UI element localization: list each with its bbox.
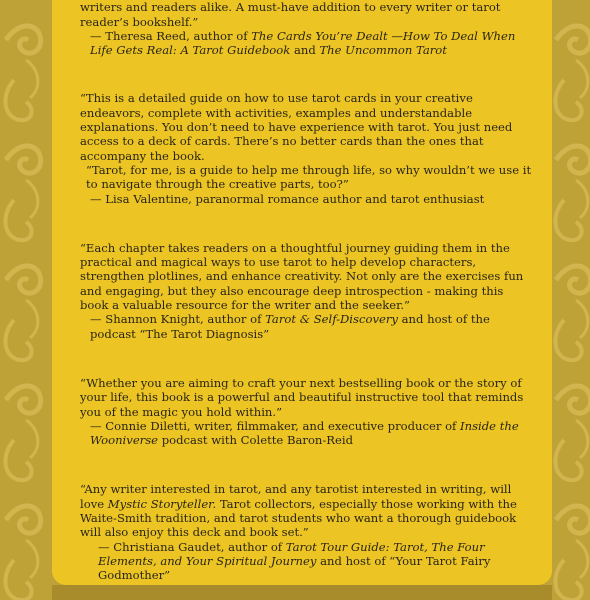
testimonial-2 [80, 91, 532, 205]
testimonial-attribution: — Shannon Knight, author of Tarot & Self-Discovery and host of the podcast “The Tarot Diagnosis” [90, 312, 490, 341]
testimonial-1 [80, 0, 532, 57]
testimonial-5 [80, 482, 532, 582]
panel-bottom-edge [52, 585, 552, 600]
testimonial-3 [80, 241, 532, 341]
testimonial-attribution: — Lisa Valentine, paranormal romance author and tarot enthusiast [90, 191, 485, 206]
testimonials-list [80, 0, 532, 583]
testimonial-attribution: — Christiana Gaudet, author of Tarot Tour Guide: Tarot, The Four Elements, and Your Spiritual Journey and host of “Your Tarot Fairy Godmother” [98, 539, 491, 583]
testimonial-quote: writers and readers alike. A must-have addition to every writer or tarot reader’s bookshelf.” [80, 0, 501, 29]
testimonial-quote: “Any writer interested in tarot, and any tarotist interested in writing, will love Mystic Storyteller. Tarot collectors, especially those working with the Waite-Smith tradition, and tarot students who want a thorough guidebook will also enjoy this deck and book set.” [80, 482, 517, 540]
testimonial-quote: “This is a detailed guide on how to use tarot cards in your creative endeavors, complete with activities, examples and understandable explanations. You don’t need to have experience with tarot. You just need access to a deck of cards. There’s no better cards than the ones that accompany the book. [80, 91, 513, 163]
testimonial-quote: “Whether you are aiming to craft your next bestselling book or the story of your life, this book is a powerful and beautiful instructive tool that reminds you of the magic you hold within.” [80, 375, 524, 419]
testimonial-quote-continued: “Tarot, for me, is a guide to help me through life, so why wouldn’t we use it to navigate through the creative parts, too?” [86, 162, 532, 192]
testimonial-4 [80, 376, 532, 447]
testimonial-quote: “Each chapter takes readers on a thoughtful journey guiding them in the practical and magical ways to use tarot to help develop characters, strengthen plotlines, and enhance creativity. Not only are the exercises fun and engaging, but they also encourage deep introspection - making this book a valuable resource for the writer and the seeker.” [80, 240, 524, 313]
testimonial-attribution: — Connie Diletti, writer, filmmaker, and executive producer of Inside the Wooniverse podcast with Colette Baron-Reid [90, 418, 519, 448]
testimonial-attribution: — Theresa Reed, author of The Cards You’re Dealt —How To Deal When Life Gets Real: A Tarot Guidebook and The Uncommon Tarot [90, 28, 516, 58]
